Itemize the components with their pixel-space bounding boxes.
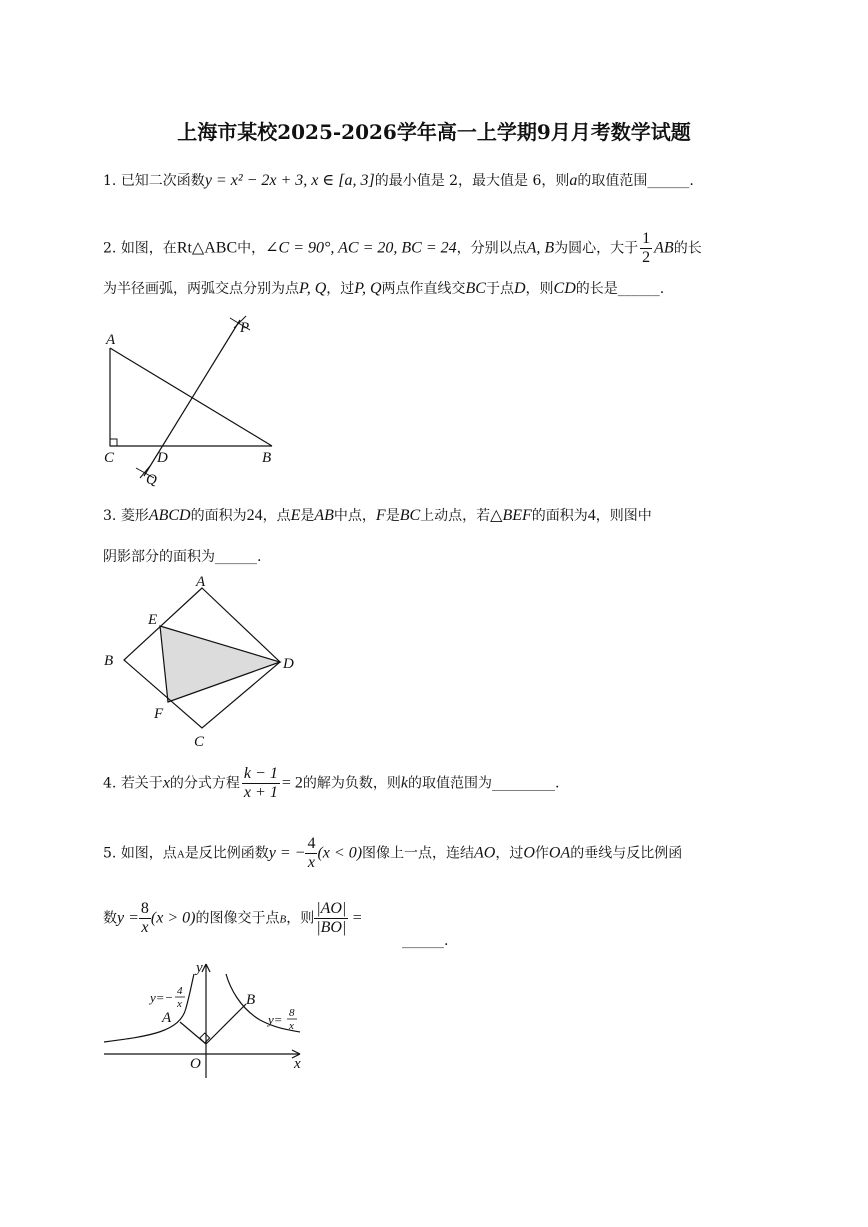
q3-area: 24	[246, 507, 263, 524]
q3-text: 菱形	[120, 508, 149, 524]
q5-text: ，则	[286, 910, 315, 927]
q4-number: 4.	[103, 775, 117, 792]
q5-text: 是反比例函数	[184, 845, 269, 862]
label-p: P	[240, 320, 250, 336]
label-o: O	[190, 1056, 201, 1072]
label-curve-1: y=−	[150, 990, 174, 1005]
q5-y1: y = −	[268, 844, 306, 862]
fraction-numerator: 1	[642, 230, 651, 247]
q5-fraction-1	[305, 835, 317, 872]
q5-text: 数	[103, 910, 117, 927]
q5-equals: =	[352, 909, 362, 927]
q2-text: 的长是______.	[575, 281, 665, 297]
q1-text-end: 的取值范围______.	[577, 173, 694, 189]
label-d: D	[157, 450, 168, 466]
q3-f: F	[375, 507, 386, 524]
q2-text: ，分别以点	[456, 240, 527, 257]
q5-text: 如图，点	[120, 845, 177, 862]
label-curve-2-den: x	[289, 1020, 294, 1032]
q4-equals: = 2	[281, 774, 303, 792]
label-c: C	[194, 734, 205, 750]
figure-hyperbola-graph	[100, 958, 315, 1078]
figure-rhombus	[100, 572, 310, 752]
fraction-denominator: |BO|	[316, 919, 347, 936]
label-f: F	[154, 706, 164, 722]
label-a: A	[162, 1010, 172, 1026]
q2-text: 于点	[485, 281, 514, 297]
label-a: A	[196, 574, 206, 590]
question-4	[103, 765, 559, 802]
q4-text: 的取值范围为_________.	[407, 775, 560, 792]
q3-number: 3.	[103, 508, 117, 524]
label-curve-1-den: x	[177, 998, 182, 1010]
fraction-denominator: x	[141, 919, 149, 936]
segment-ab	[110, 348, 272, 446]
label-b: B	[262, 450, 272, 466]
q2-number: 2.	[103, 240, 117, 257]
q2-text: 的长	[673, 240, 702, 257]
q3-abcd: ABCD	[148, 507, 191, 524]
q3-text: 是	[300, 508, 315, 524]
label-curve-1-num: 4	[177, 985, 183, 997]
q5-oa: OA	[548, 844, 571, 862]
q4-text: 的分式方程	[169, 775, 240, 792]
q4-text: 若关于	[120, 775, 163, 792]
q3-bef: △BEF	[490, 507, 532, 524]
q3-text: 的面积为	[531, 508, 588, 524]
q2-d: D	[513, 280, 526, 297]
q5-o: O	[523, 844, 535, 862]
q5-a: A	[176, 848, 185, 861]
q1-text-pre: 已知二次函数	[120, 173, 205, 189]
label-b: B	[104, 653, 114, 669]
fraction-numerator: 8	[140, 900, 149, 917]
q2-pq: P, Q	[354, 280, 382, 297]
question-5-line2	[103, 900, 362, 937]
q2-text: 如图，在	[120, 240, 177, 257]
fraction-denominator: 2	[642, 249, 651, 266]
q3-text: ，则图中	[595, 508, 652, 524]
q1-formula: y = x² − 2x + 3, x ∈ [a, 3]	[204, 172, 375, 189]
q5-y2: y =	[117, 909, 139, 927]
q5-cond1: (x < 0)	[317, 844, 363, 862]
label-e: E	[148, 612, 158, 628]
q1-text-post: 的最小值是 2，最大值是 6，则	[374, 173, 570, 189]
right-angle-mark	[110, 439, 117, 446]
label-q: Q	[146, 472, 157, 488]
q3-text: ，点	[262, 508, 291, 524]
q2-condition: ∠C = 90°, AC = 20, BC = 24	[265, 239, 457, 257]
q2-pq: P, Q	[299, 280, 327, 297]
q2-text: 为半径画弧，两弧交点分别为点	[103, 281, 299, 297]
q2-text: 两点作直线交	[381, 281, 466, 297]
q3-text: 的面积为	[190, 508, 247, 524]
q4-k: k	[400, 774, 408, 792]
q5-ao: AO	[474, 844, 496, 862]
question-5	[103, 835, 682, 872]
shaded-triangle-edf	[160, 626, 280, 702]
label-y: y	[196, 960, 203, 976]
q4-fraction	[242, 765, 280, 802]
q3-e: E	[290, 507, 301, 524]
label-a: A	[106, 332, 116, 348]
q3-ab: AB	[314, 507, 334, 524]
q5-number: 5.	[103, 845, 117, 862]
q2-text: ，则	[525, 281, 554, 297]
q5-ratio	[314, 900, 348, 937]
question-3	[103, 505, 652, 525]
q2-triangle: Rt△ABC	[176, 239, 238, 257]
question-3-line2: 阴影部分的面积为______.	[103, 549, 262, 565]
fraction-numerator: |AO|	[316, 900, 347, 917]
q2-half-fraction	[640, 230, 652, 267]
q3-area2: 4	[587, 507, 596, 524]
q3-text: 中点，	[333, 508, 376, 524]
q3-text: 上动点，若	[420, 508, 491, 524]
q5-fraction-2	[139, 900, 151, 937]
label-c: C	[104, 450, 115, 466]
label-d: D	[283, 656, 294, 672]
q2-ab: AB	[654, 239, 674, 257]
label-b: B	[246, 992, 256, 1008]
q5-text: 的垂线与反比例函	[570, 845, 683, 862]
page-title: 上海市某校2025-2026学年高一上学期9月月考数学试题	[177, 120, 691, 144]
q5-text: 作	[534, 845, 549, 862]
q5-text: 图像上一点，连结	[362, 845, 475, 862]
question-2	[103, 230, 702, 267]
q4-text: 的解为负数，则	[302, 775, 401, 792]
q2-text: ，过	[326, 281, 355, 297]
fraction-numerator: k − 1	[243, 765, 278, 782]
label-x: x	[294, 1056, 301, 1072]
fraction-denominator: x + 1	[243, 784, 278, 801]
q5-cond2: (x > 0)	[150, 909, 196, 927]
q2-cd: CD	[553, 280, 576, 297]
question-1	[103, 170, 694, 190]
q2-text: 为圆心，大于	[554, 240, 639, 257]
q1-var: a	[569, 172, 578, 189]
label-curve-2-num: 8	[289, 1007, 295, 1019]
q2-text: 中，	[237, 240, 266, 257]
q5-text: ，过	[495, 845, 524, 862]
fraction-numerator: 4	[307, 835, 316, 852]
segment-bo	[206, 1004, 246, 1044]
question-2-line2	[103, 278, 664, 298]
q2-points: A, B	[526, 239, 555, 257]
q3-text: 是	[385, 508, 400, 524]
q1-number: 1.	[103, 173, 117, 189]
q2-bc: BC	[465, 280, 486, 297]
q5-text: 的图像交于点	[195, 910, 280, 927]
label-curve-2: y=	[268, 1012, 283, 1027]
fraction-denominator: x	[307, 854, 316, 871]
figure-triangle-abc	[100, 310, 290, 490]
q5-answer-blank[interactable]: ______.	[402, 933, 449, 949]
q4-x: x	[162, 774, 170, 792]
q5-b: B	[279, 913, 287, 926]
q3-bc: BC	[399, 507, 421, 524]
